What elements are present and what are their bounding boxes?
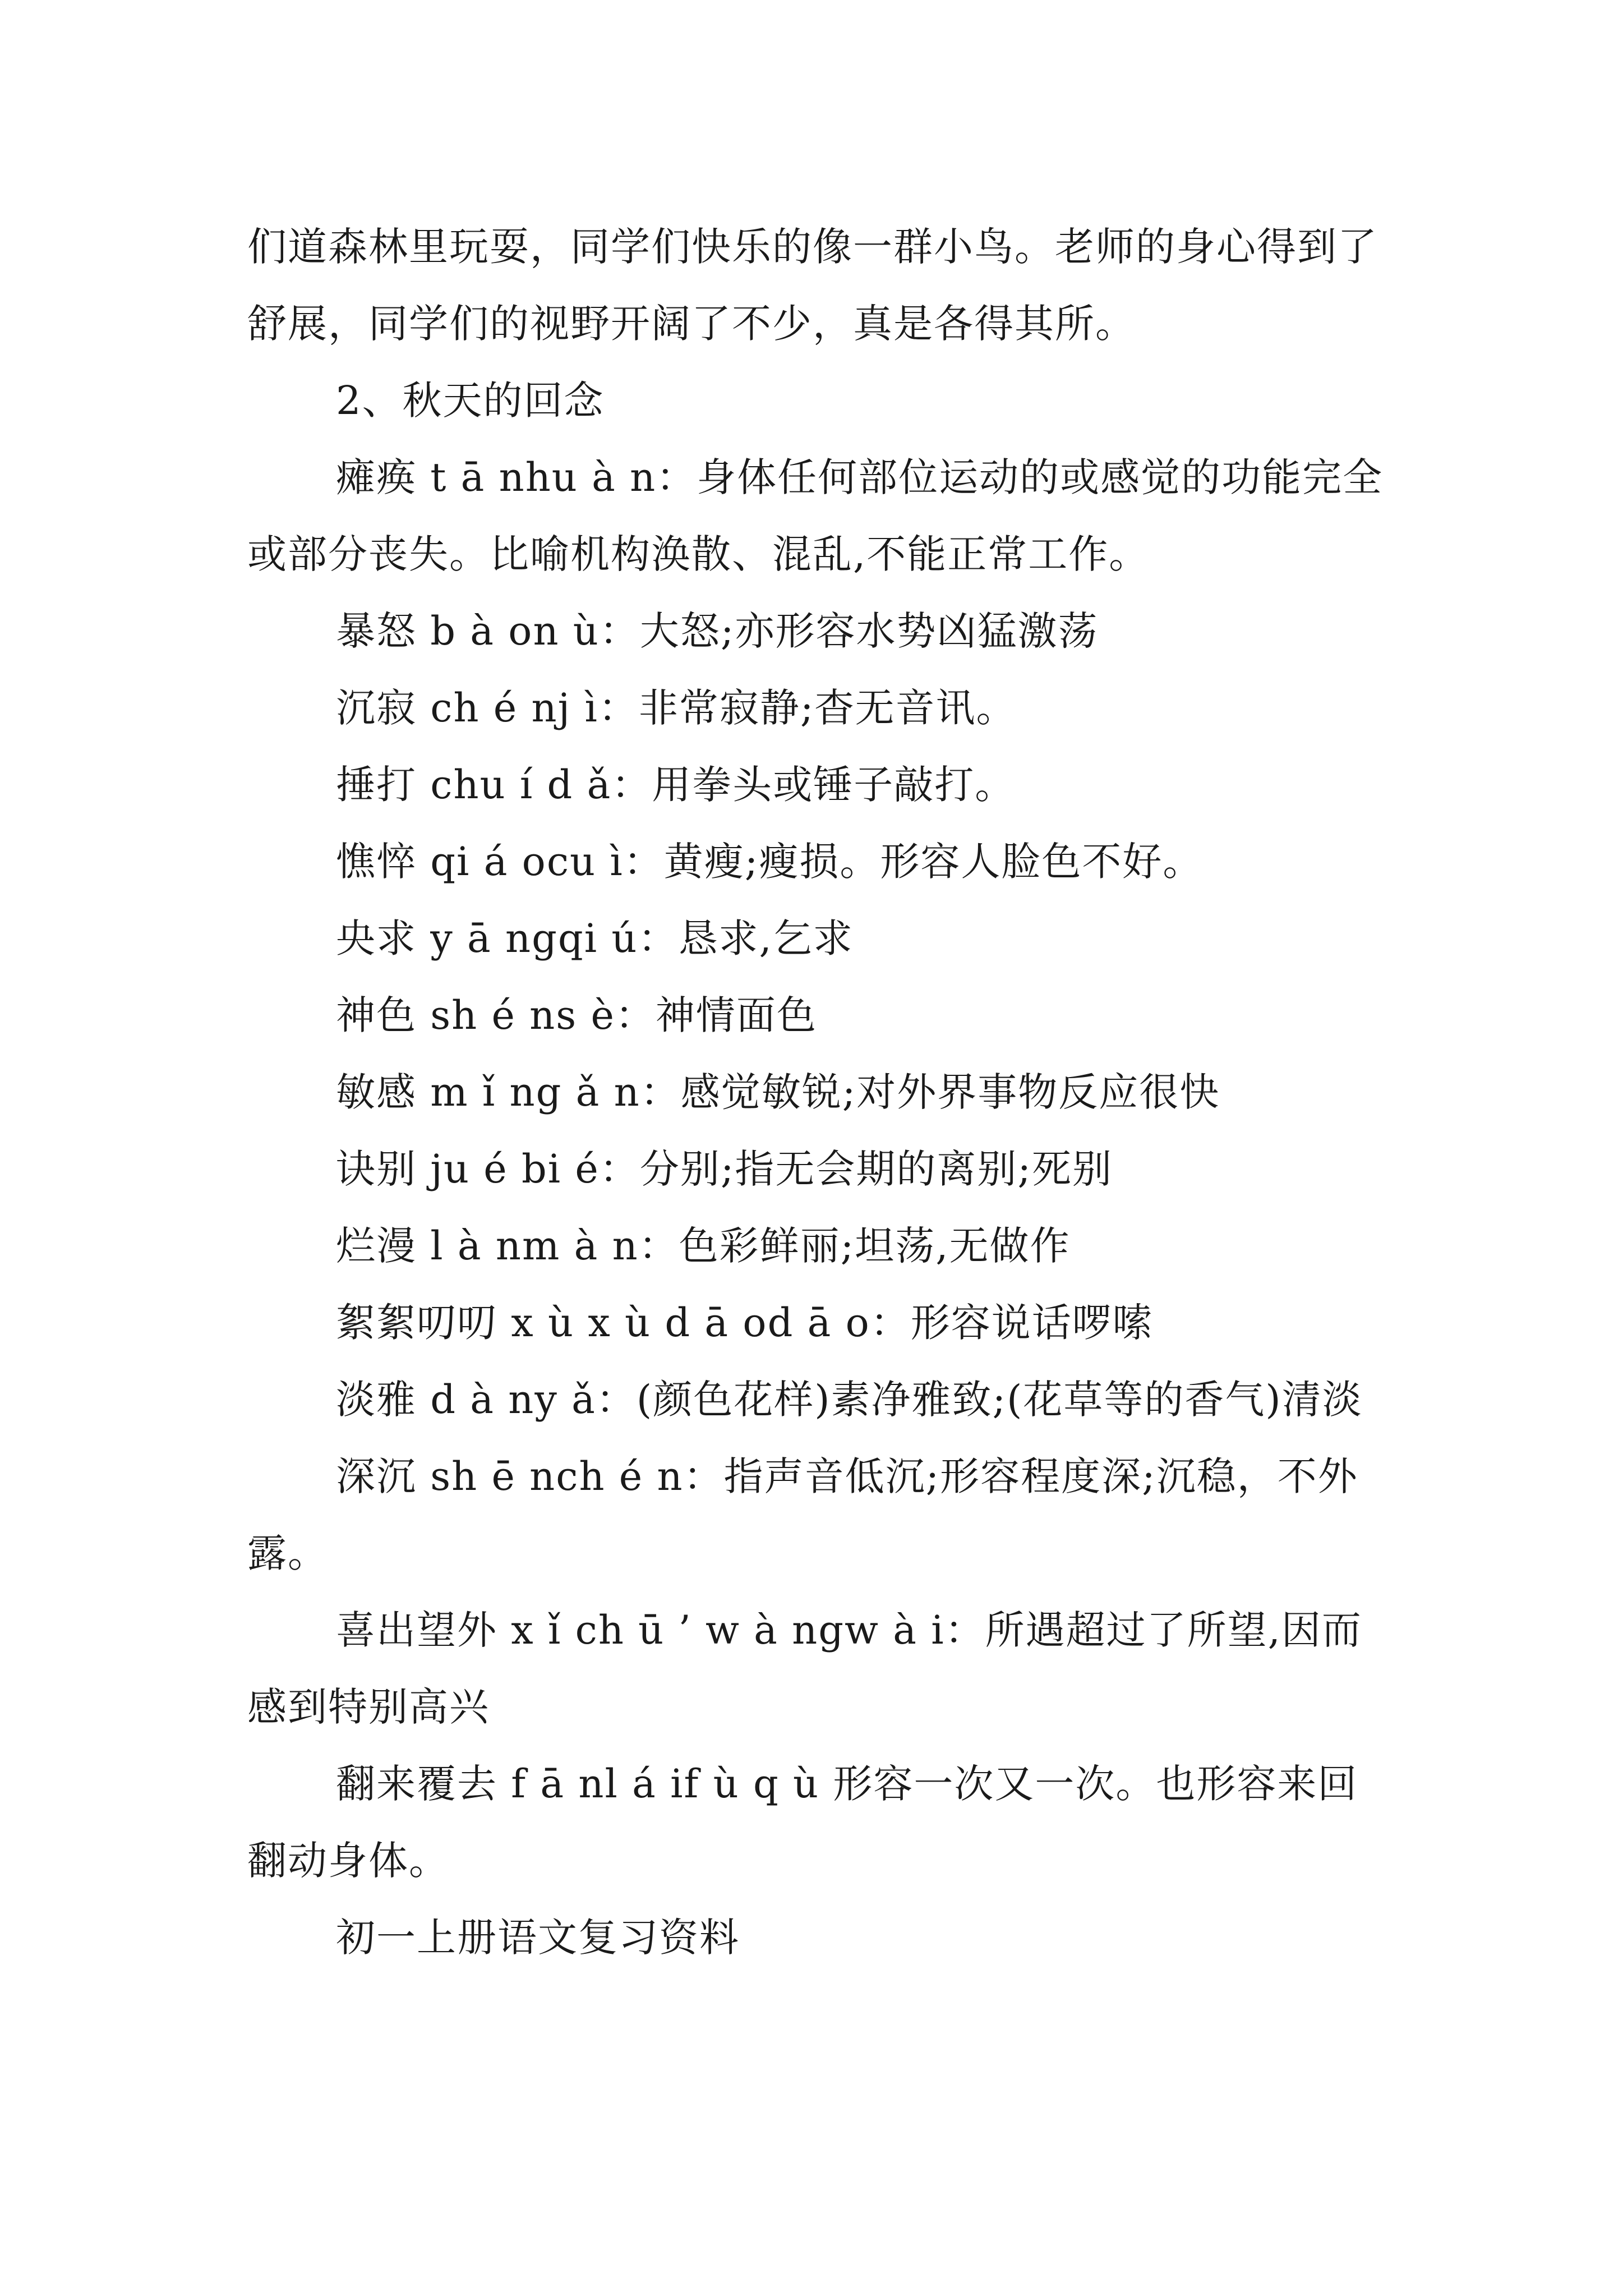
vocab-entry: 瘫痪 t ā nhu à n：身体任何部位运动的或感觉的功能完全或部分丧失。比喻机构涣散、混乱,不能正常工作。 bbox=[247, 454, 1384, 577]
vocab-entry: 央求 y ā ngqi ú：恳求,乞求 bbox=[336, 915, 854, 961]
vocab-entry: 翻来覆去 f ā nl á if ù q ù 形容一次又一次。也形容来回翻动身体。 bbox=[247, 1761, 1358, 1884]
section-heading: 2、秋天的回念 bbox=[336, 378, 605, 424]
vocab-entry: 深沉 sh ē nch é n：指声音低沉;形容程度深;沉稳，不外露。 bbox=[247, 1453, 1358, 1576]
document-body bbox=[247, 209, 1391, 1976]
section-heading: 初一上册语文复习资料 bbox=[336, 1915, 740, 1961]
vocab-entry: 捶打 chu í d ǎ：用拳头或锤子敲打。 bbox=[336, 762, 1016, 808]
vocab-entry: 烂漫 l à nm à n：色彩鲜丽;坦荡,无做作 bbox=[336, 1223, 1071, 1269]
vocab-entry: 憔悴 qi á ocu ì：黄瘦;瘦损。形容人脸色不好。 bbox=[336, 839, 1204, 885]
paragraph-continuation: 们道森林里玩耍，同学们快乐的像一群小鸟。老师的身心得到了舒展，同学们的视野开阔了不少，真是各得其所。 bbox=[247, 224, 1378, 347]
vocab-entry: 神色 sh é ns è：神情面色 bbox=[336, 992, 817, 1038]
vocab-entry: 絮絮叨叨 x ù x ù d ā od ā o：形容说话啰嗦 bbox=[336, 1300, 1153, 1346]
vocab-entry: 沉寂 ch é nj ì：非常寂静;杳无音讯。 bbox=[336, 685, 1017, 731]
vocab-entry: 诀别 ju é bi é：分别;指无会期的离别;死别 bbox=[336, 1146, 1113, 1192]
vocab-entry: 淡雅 d à ny ǎ：(颜色花样)素净雅致;(花草等的香气)清淡 bbox=[336, 1377, 1363, 1423]
vocab-entry: 敏感 m ǐ ng ǎ n：感觉敏锐;对外界事物反应很快 bbox=[336, 1069, 1220, 1115]
vocab-entry: 喜出望外 x ǐ ch ū ’ w à ngw à i：所遇超过了所望,因而感到特别高兴 bbox=[247, 1607, 1362, 1730]
vocab-entry: 暴怒 b à on ù：大怒;亦形容水势凶猛激荡 bbox=[336, 608, 1099, 654]
